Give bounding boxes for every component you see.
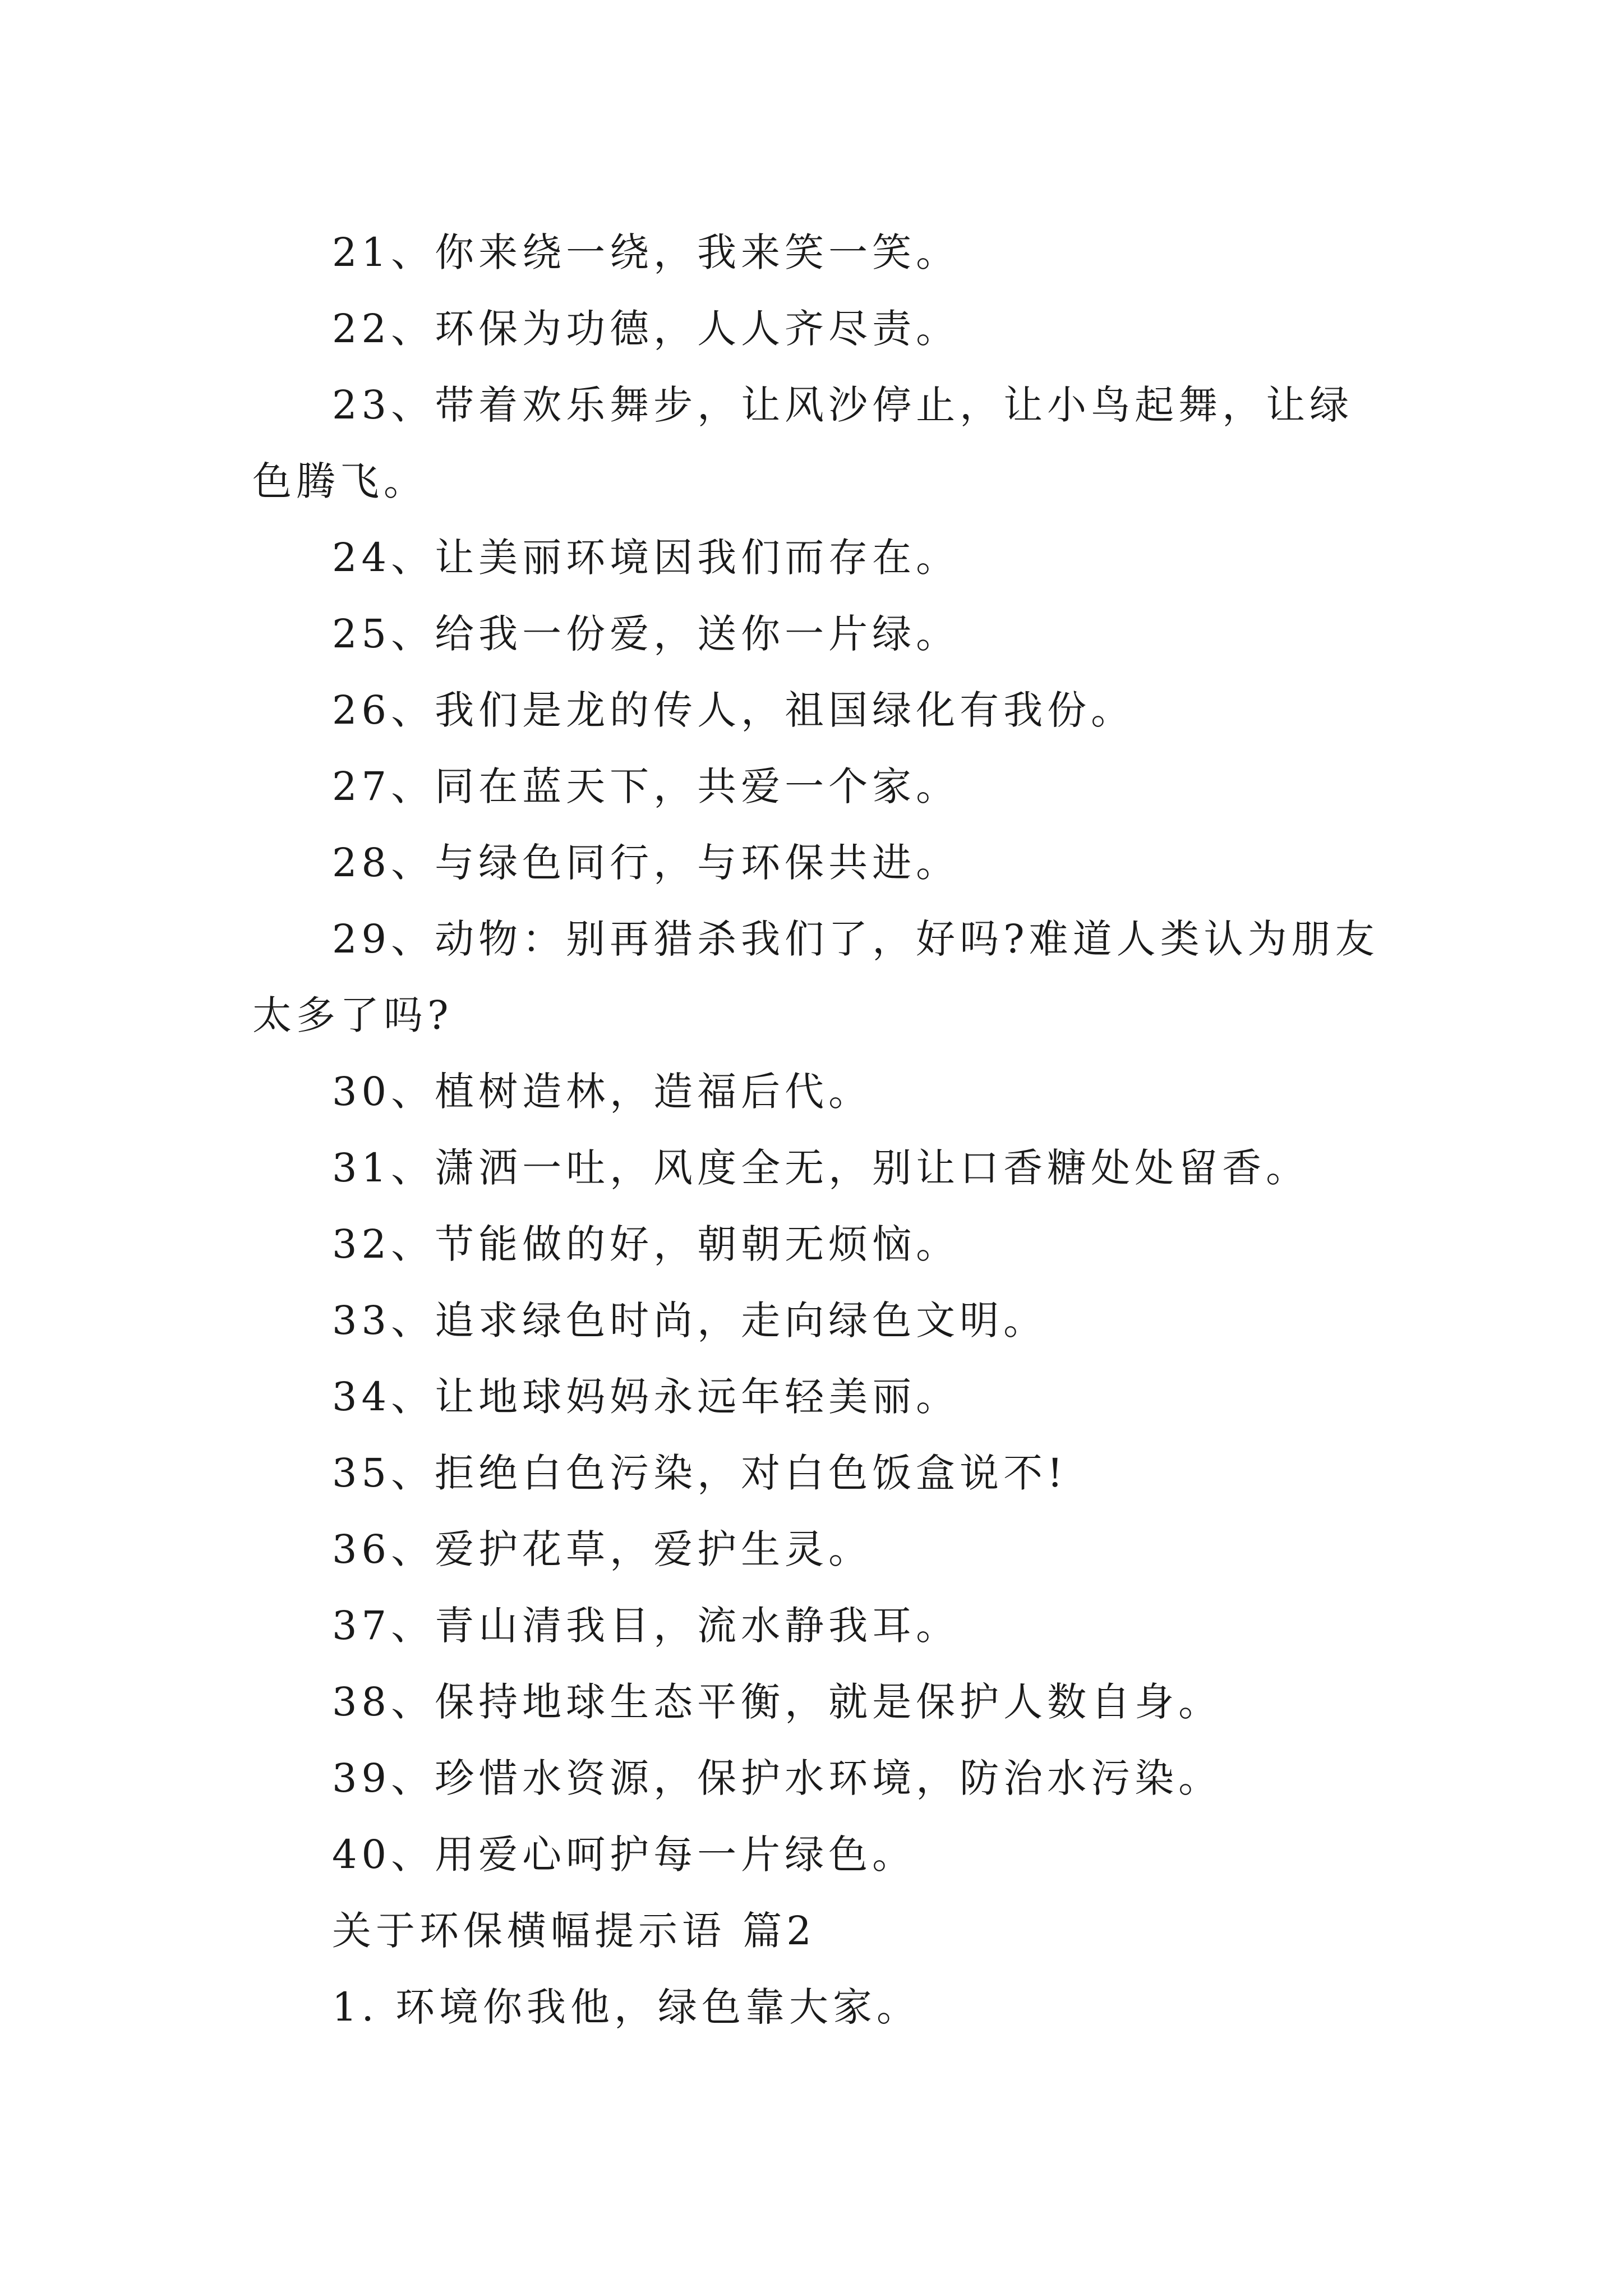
slogan-24: 24、让美丽环境因我们而存在。 — [332, 535, 960, 581]
slogan-30: 30、植树造林，造福后代。 — [332, 1069, 873, 1115]
slogan-37: 37、青山清我目，流水静我耳。 — [332, 1603, 960, 1649]
slogan-21: 21、你来绕一绕，我来笑一笑。 — [332, 229, 960, 275]
slogan-27: 27、同在蓝天下，共爱一个家。 — [332, 763, 960, 809]
slogan-35: 35、拒绝白色污染，对白色饭盒说不! — [332, 1450, 1068, 1496]
slogan-1: 1. 环境你我他，绿色靠大家。 — [332, 1984, 921, 2030]
slogan-40: 40、用爱心呵护每一片绿色。 — [332, 1832, 916, 1878]
slogan-26: 26、我们是龙的传人，祖国绿化有我份。 — [332, 687, 1135, 733]
section-heading: 关于环保横幅提示语 篇2 — [332, 1908, 816, 1954]
slogan-23: 23、带着欢乐舞步，让风沙停止，让小鸟起舞，让绿色腾飞。 — [252, 382, 1354, 504]
slogan-39: 39、珍惜水资源，保护水环境，防治水污染。 — [332, 1755, 1223, 1801]
slogan-28: 28、与绿色同行，与环保共进。 — [332, 840, 960, 886]
slogan-25: 25、给我一份爱，送你一片绿。 — [332, 611, 960, 657]
slogan-22: 22、环保为功德，人人齐尽责。 — [332, 306, 960, 352]
slogan-36: 36、爱护花草，爱护生灵。 — [332, 1526, 873, 1572]
slogan-29: 29、动物：别再猎杀我们了，好吗?难道人类认为朋友太多了吗? — [252, 916, 1379, 1038]
slogan-38: 38、保持地球生态平衡，就是保护人数自身。 — [332, 1679, 1223, 1725]
document-body — [252, 214, 1385, 2045]
slogan-33: 33、追求绿色时尚，走向绿色文明。 — [332, 1297, 1048, 1343]
slogan-32: 32、节能做的好，朝朝无烦恼。 — [332, 1221, 960, 1267]
slogan-34: 34、让地球妈妈永远年轻美丽。 — [332, 1374, 960, 1420]
slogan-31: 31、潇洒一吐，风度全无，别让口香糖处处留香。 — [332, 1145, 1310, 1191]
